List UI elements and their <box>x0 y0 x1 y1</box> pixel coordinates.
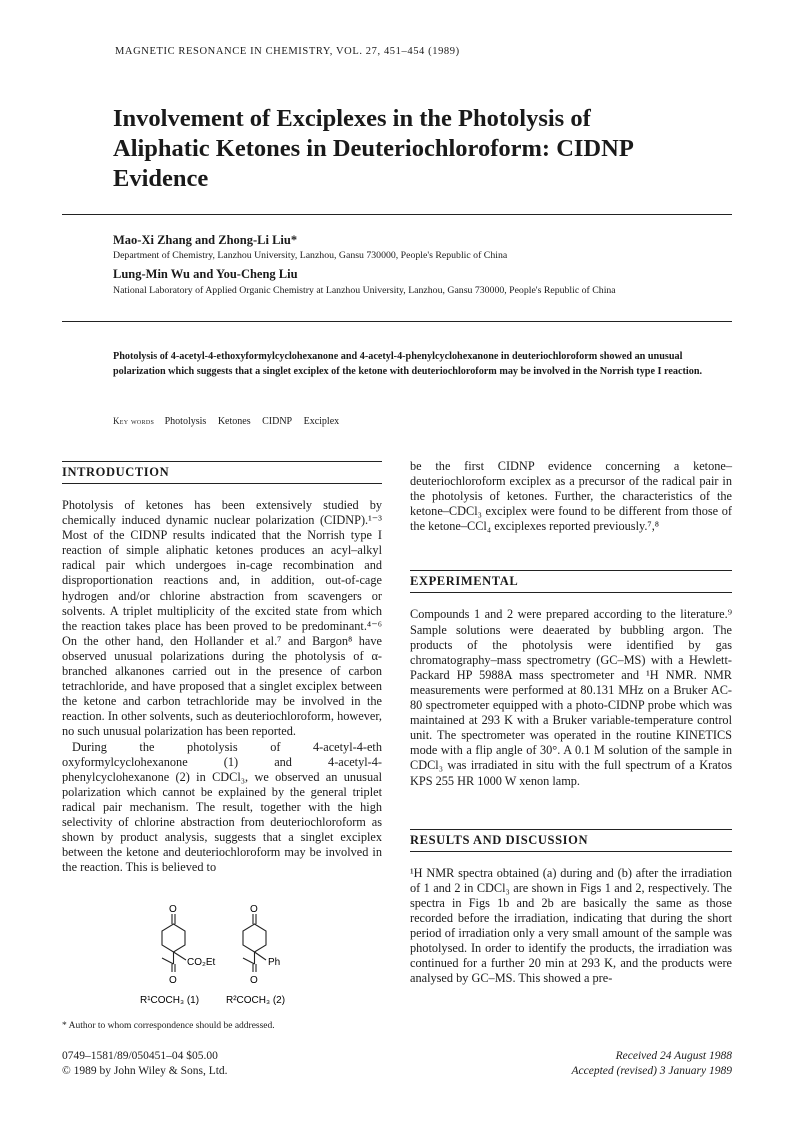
keywords-label: Key words <box>113 416 155 426</box>
experimental-body: Compounds 1 and 2 were prepared according to the literature.⁹ Sample solutions were deaerated by bubbling argon. The products of the photolysis were identified by gas chromatography–mass spectrometry (GC–MS) with a Hewlett-Packard HP 5988A mass spectrometer and ¹H NMR. NMR measurements were performed at 80.131 MHz on a Bruker AC-80 spectrometer equipped with a photo-CIDNP probe which was maintained at 293 K with a Bruker variable-temperature control unit. The spectrometer was operated in the routine KINETICS mode with a flip angle of 30°. A 0.1 M solution of the sample in CDCl₃ was irradiated in situ with the full spectrum of a Kratos KPS 255 HR 1000 W xenon lamp. <box>410 607 732 788</box>
right-column <box>410 459 732 986</box>
affiliation-1: Department of Chemistry, Lanzhou University, Lanzhou, Gansu 730000, People's Republic of China <box>113 250 508 261</box>
journal-header: MAGNETIC RESONANCE IN CHEMISTRY, VOL. 27, 451–454 (1989) <box>115 46 460 57</box>
footer-dates <box>462 1049 732 1079</box>
title-line-2: Aliphatic Ketones in Deuteriochloroform: CIDNP <box>113 135 634 162</box>
keyword: Ketones <box>217 416 251 427</box>
results-body: ¹H NMR spectra obtained (a) during and (b) after the irradiation of 1 and 2 in CDCl₃ are shown in Figs 1 and 2, respectively. The spectra in Figs 1b and 2b are basically the same as those recorded before the irradiation, indicating that during the short period of irradiation only a very small amount of the sample was photolysed. In order to identify the products, the irradiation was continued for a further 20 min at 293 K, and the products were analysed by GC–MS. This showed a pre- <box>410 865 732 986</box>
issn-line: 0749–1581/89/050451–04 $05.00 <box>62 1050 218 1062</box>
keyword: CIDNP <box>262 416 293 427</box>
introduction-paragraph-2: During the photolysis of 4-acetyl-4-eth oxyformylcyclohexanone (1) and 4-acetyl-4-phenylcyclohexanone (2) in CDCl₃, we observed an unusual polarization which cannot be explained by the general triplet radical pair mechanism. The result, together with the high selectivity of chlorine abstraction from deuteriochloroform as shown by product analysis, suggests that a singlet exciplex between the ketone and deuteriochloroform may be involved in the reaction. This is believed to <box>62 739 382 875</box>
chemical-structures-figure <box>130 900 330 1012</box>
section-heading-results: RESULTS AND DISCUSSION <box>410 829 732 852</box>
structure-1-label: R¹COCH₃ (1) <box>140 995 200 1006</box>
section-heading-introduction: INTRODUCTION <box>62 461 382 484</box>
structure-1 <box>162 914 186 972</box>
accepted-date: Accepted (revised) 3 January 1989 <box>571 1065 732 1077</box>
keyword: Exciplex <box>303 416 340 427</box>
article-title <box>113 104 713 194</box>
keyword: Photolysis <box>164 416 207 427</box>
structure-1-oxygen-bottom: O <box>169 975 177 986</box>
received-date: Received 24 August 1988 <box>615 1050 732 1062</box>
authors-divider <box>62 321 732 322</box>
copyright-line: © 1989 by John Wiley & Sons, Ltd. <box>62 1065 228 1077</box>
title-divider <box>62 214 732 215</box>
keywords <box>113 416 348 427</box>
introduction-paragraph-1: Photolysis of ketones has been extensively studied by chemically induced dynamic nuclear polarization (CIDNP).¹⁻³ Most of the CIDNP results indicated that the Norrish type I reaction of simple aliphatic ketones produces an acyl–alkyl radical pair which undergoes in-cage recombination and disproportionation reactions and, in addition, out-of-cage hydrogen and/or chlorine abstraction from scavengers or solvents. A triplet multiplicity of the excited state from which the reaction takes place has been proved to be predominant.⁴⁻⁶ On the other hand, den Hollander et al.⁷ and Bargon⁸ have observed unusual polarizations during the photolysis of α-branched alkanones carried out in the presence of carbon tetrachloride, and have proposed that a singlet exciplex between the ketone and carbon tetrachloride may be involved in the reaction. In other solvents, such as deuteriochloroform, however, no such unusual polarization has been reported. <box>62 498 382 739</box>
left-column <box>62 461 382 875</box>
affiliation-2: National Laboratory of Applied Organic Chemistry at Lanzhou University, Lanzhou, Gansu 730000, People's Republic of China <box>113 285 616 296</box>
introduction-body <box>62 498 382 875</box>
footnote: * Author to whom correspondence should be addressed. <box>62 1021 275 1031</box>
structure-2-substituent: Ph <box>268 957 281 968</box>
title-line-3: Evidence <box>113 165 209 192</box>
section-heading-experimental: EXPERIMENTAL <box>410 570 732 593</box>
author-group-2: Lung-Min Wu and You-Cheng Liu <box>113 267 298 281</box>
title-line-1: Involvement of Exciplexes in the Photolysis of <box>113 105 591 132</box>
structure-1-substituent: CO₂Et <box>187 957 216 968</box>
structure-2-oxygen-bottom: O <box>250 975 258 986</box>
structure-2 <box>243 914 266 972</box>
footer-issn <box>62 1049 228 1079</box>
structure-1-oxygen-top: O <box>169 904 177 915</box>
author-group-1: Mao-Xi Zhang and Zhong-Li Liu* <box>113 233 298 247</box>
structure-2-oxygen-top: O <box>250 904 258 915</box>
abstract: Photolysis of 4-acetyl-4-ethoxyformylcyclohexanone and 4-acetyl-4-phenylcyclohexanone in deuteriochloroform showed an unusual polarization which suggests that a singlet exciplex of the ketone with deuteriochloroform may be involved in the Norrish type I reaction. <box>113 351 703 377</box>
structure-2-label: R²COCH₃ (2) <box>226 995 286 1006</box>
introduction-continued: be the first CIDNP evidence concerning a ketone–deuteriochloroform exciplex as a precursor of the radical pair in the photolysis of ketones. Further, the characteristics of the ketone–CDCl₃ exciplex were found to be different from those of the ketone–CCl₄ exciplexes reported previously.⁷,⁸ <box>410 459 732 534</box>
